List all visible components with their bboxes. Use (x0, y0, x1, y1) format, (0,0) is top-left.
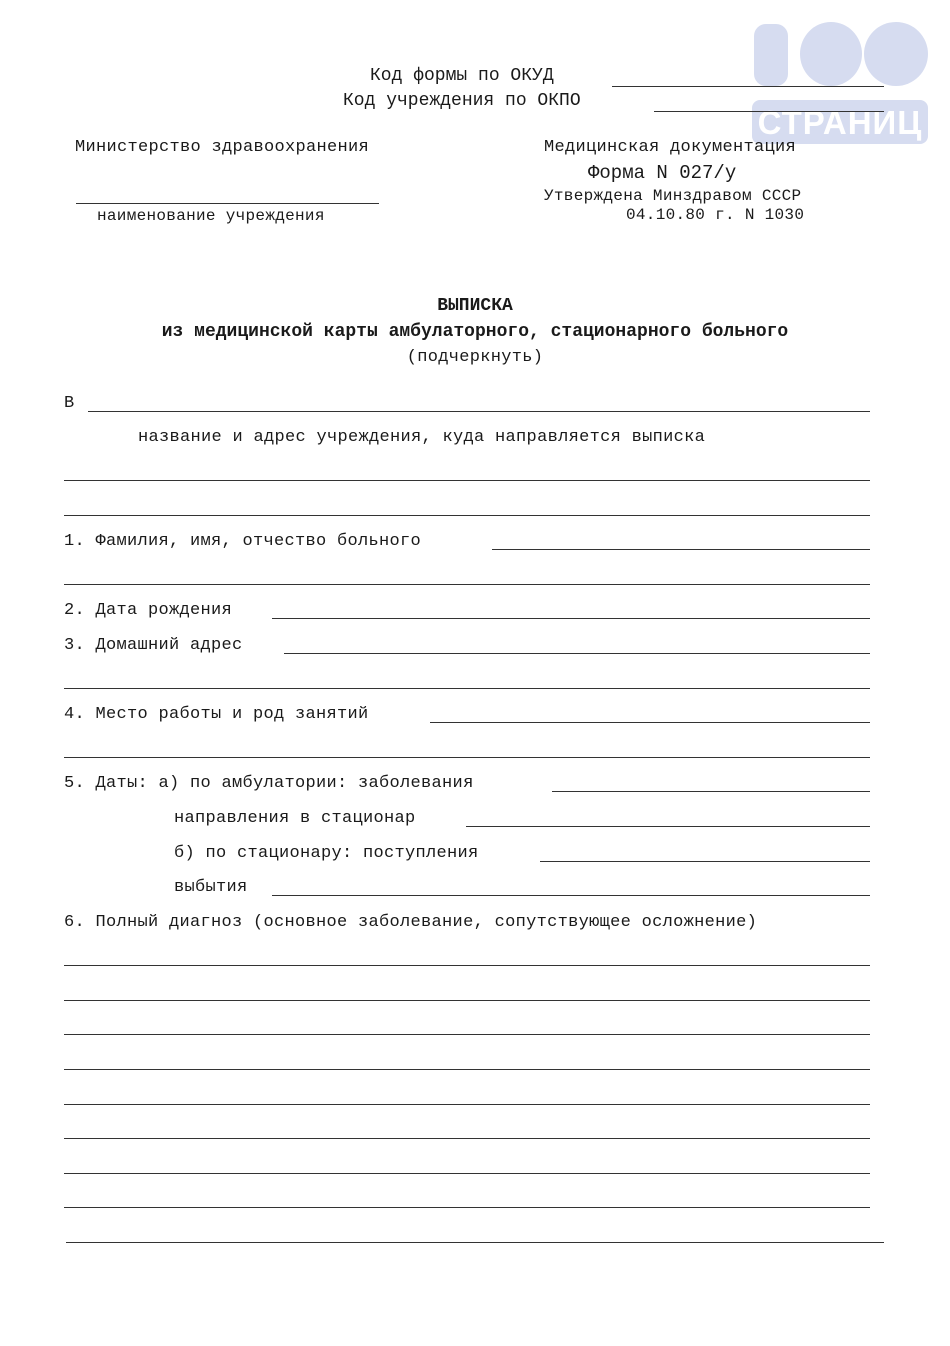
diagnosis-line[interactable] (64, 1000, 870, 1001)
logo-text: СТРАНИЦ (757, 104, 923, 141)
referral-date-field[interactable] (466, 826, 870, 827)
recipient-line[interactable] (64, 515, 870, 516)
okpo-field[interactable] (654, 111, 884, 112)
diagnosis-line[interactable] (64, 1173, 870, 1174)
doc-subtitle: из медицинской карты амбулаторного, стационарного больного (161, 322, 789, 342)
disease-date-field[interactable] (552, 791, 870, 792)
patient-name-field[interactable] (492, 549, 870, 550)
okud-field[interactable] (612, 86, 884, 87)
admission-date-field[interactable] (540, 861, 870, 862)
diagnosis-line[interactable] (64, 1034, 870, 1035)
logo-digit-one (754, 24, 788, 86)
workplace-line[interactable] (64, 757, 870, 758)
watermark-logo (752, 22, 930, 144)
institution-caption: наименование учреждения (97, 207, 325, 225)
okud-label: Код формы по ОКУД (370, 66, 554, 86)
recipient-caption: название и адрес учреждения, куда направляется выписка (138, 428, 706, 447)
doc-title: ВЫПИСКА (437, 296, 513, 316)
logo-digit-zero (800, 22, 862, 86)
recipient-field[interactable] (88, 411, 870, 412)
discharge-date-field[interactable] (272, 895, 870, 896)
med-doc-label: Медицинская документация (544, 138, 797, 157)
field-1-label: 1. Фамилия, имя, отчество больного (64, 532, 422, 551)
form-number: Форма N 027/у (588, 162, 737, 184)
diagnosis-line[interactable] (64, 1207, 870, 1208)
admission-label: б) по стационару: поступления (174, 844, 479, 863)
field-6-label: 6. Полный диагноз (основное заболевание, сопутствующее осложнение) (64, 913, 758, 932)
logo-digit-zero (864, 22, 928, 86)
field-4-label: 4. Место работы и род занятий (64, 705, 369, 724)
diagnosis-line[interactable] (64, 1104, 870, 1105)
approved-label: Утверждена Минздравом СССР (544, 187, 802, 205)
birth-date-field[interactable] (272, 618, 870, 619)
to-label: В (64, 394, 75, 413)
home-address-field[interactable] (284, 653, 870, 654)
institution-name-field[interactable] (76, 203, 379, 204)
field-2-label: 2. Дата рождения (64, 601, 233, 620)
diagnosis-line[interactable] (66, 1242, 884, 1243)
okpo-label: Код учреждения по ОКПО (343, 91, 581, 111)
diagnosis-line[interactable] (64, 1069, 870, 1070)
diagnosis-line[interactable] (64, 1138, 870, 1139)
diagnosis-line[interactable] (64, 965, 870, 966)
field-5-label: 5. Даты: а) по амбулатории: заболевания (64, 774, 474, 793)
recipient-line[interactable] (64, 480, 870, 481)
field-3-label: 3. Домашний адрес (64, 636, 243, 655)
patient-name-line[interactable] (64, 584, 870, 585)
workplace-field[interactable] (430, 722, 870, 723)
referral-label: направления в стационар (174, 809, 416, 828)
approved-date: 04.10.80 г. N 1030 (626, 206, 805, 224)
doc-note: (подчеркнуть) (406, 348, 544, 367)
discharge-label: выбытия (174, 878, 248, 897)
home-address-line[interactable] (64, 688, 870, 689)
ministry-label: Министерство здравоохранения (75, 138, 370, 157)
